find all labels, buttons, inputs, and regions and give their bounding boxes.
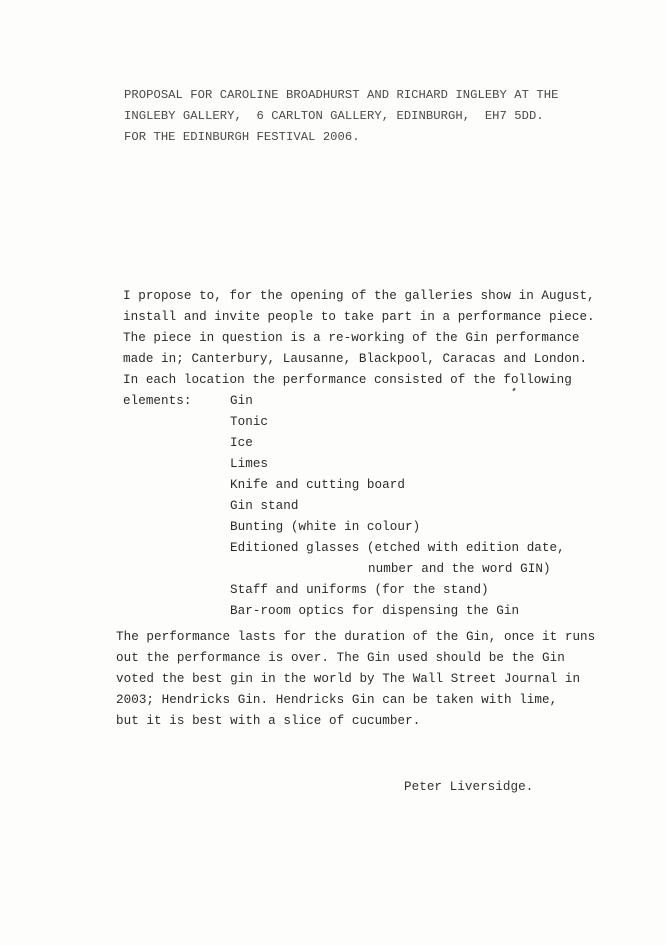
ink-mark <box>512 388 515 392</box>
elements-label: elements: <box>123 394 192 408</box>
body-line: In each location the performance consisted of the following <box>123 373 572 387</box>
list-item: Editioned glasses (etched with edition date, <box>230 541 565 555</box>
list-item-continuation: number and the word GIN) <box>368 562 551 576</box>
body-line: made in; Canterbury, Lausanne, Blackpool, Caracas and London. <box>123 352 588 366</box>
list-item: Bunting (white in colour) <box>230 520 421 534</box>
body-line: out the performance is over. The Gin used should be the Gin <box>116 651 565 665</box>
list-item: Knife and cutting board <box>230 478 405 492</box>
list-item: Bar-room optics for dispensing the Gin <box>230 604 520 618</box>
list-item: Tonic <box>230 415 269 429</box>
body-line: The performance lasts for the duration of the Gin, once it runs <box>116 630 596 644</box>
body-line: I propose to, for the opening of the galleries show in August, <box>123 289 595 303</box>
heading-line: PROPOSAL FOR CAROLINE BROADHURST AND RICHARD INGLEBY AT THE <box>124 88 559 102</box>
list-item: Ice <box>230 436 253 450</box>
list-item: Gin <box>230 394 253 408</box>
heading-line: INGLEBY GALLERY, 6 CARLTON GALLERY, EDINBURGH, EH7 5DD. <box>124 109 544 123</box>
list-item: Gin stand <box>230 499 299 513</box>
body-line: but it is best with a slice of cucumber. <box>116 714 421 728</box>
list-item: Limes <box>230 457 269 471</box>
heading-line: FOR THE EDINBURGH FESTIVAL 2006. <box>124 130 360 144</box>
signature: Peter Liversidge. <box>404 780 534 794</box>
body-line: voted the best gin in the world by The Wall Street Journal in <box>116 672 581 686</box>
body-line: install and invite people to take part in a performance piece. <box>123 310 595 324</box>
body-line: 2003; Hendricks Gin. Hendricks Gin can be taken with lime, <box>116 693 558 707</box>
body-line: The piece in question is a re-working of the Gin performance <box>123 331 580 345</box>
list-item: Staff and uniforms (for the stand) <box>230 583 489 597</box>
